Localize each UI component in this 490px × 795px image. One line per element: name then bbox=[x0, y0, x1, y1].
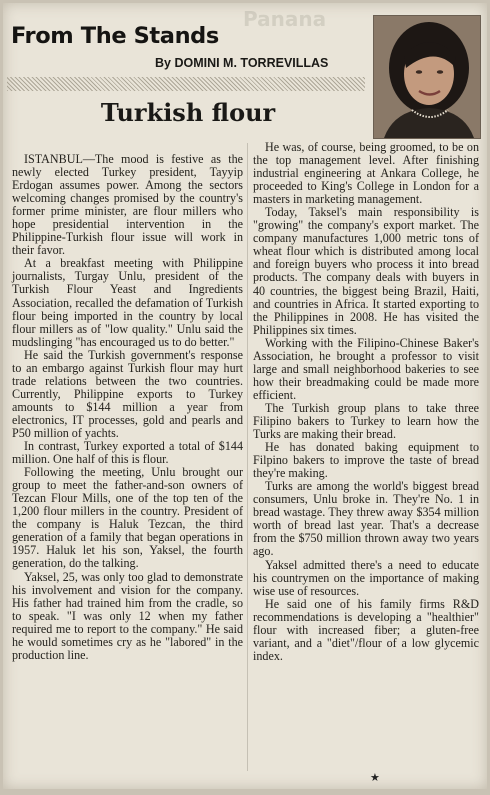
right-article-column bbox=[253, 141, 479, 663]
end-mark-icon: ★ bbox=[370, 771, 380, 784]
article-paragraph: Yaksel, 25, was only too glad to demonstrate his involvement and vision for the company. His father had trained him from the cradle, so to speak. "I was only 12 when my father required me to report to the company." He said he would sometimes cry as he "labored" in the production line. bbox=[12, 569, 243, 662]
article-paragraph: At a breakfast meeting with Philippine journalists, Turgay Unlu, president of the Turkish Flour Yeast and Ingredients Association, recalled the defamation of Turkish flour being imported in the country by local flour millers as of "low quality." Unlu said the mudslinging "has encouraged us to do better." bbox=[12, 256, 243, 349]
article-paragraph: Turks are among the world's biggest bread consumers, Unlu broke in. They're No. 1 in bread wastage. They threw away $354 million worth of bread last year. That's a decrease from the $750 million thrown away two years ago. bbox=[253, 479, 479, 559]
article-paragraph: He said one of his family firms R&D recommendations is developing a "healthier" flour with increased fiber; a gluten-free variant, and a "diet"/flour of a low glycemic index. bbox=[253, 596, 479, 663]
article-paragraph: Today, Taksel's main responsibility is "growing" the company's export market. The company manufactures 1,000 metric tons of wheat flour which is distributed among local and foreign buyers who process it into bread products. The company deals with buyers in 40 countries, the biggest being Brazil, Haiti, and countries in Africa. It started exporting to the Philippines in 2008. He has visited the Philippines six times. bbox=[253, 205, 479, 337]
column-divider bbox=[247, 143, 248, 771]
article-paragraph: ISTANBUL—The mood is festive as the newly elected Turkey president, Tayyip Erdogan assumes power. Among the sectors welcoming changes promised by the country's former prime minister, are flour millers who hope presidential intervention in the Philippine-Turkish flour issue will work in their favor. bbox=[12, 152, 243, 258]
article-paragraph: Following the meeting, Unlu brought our group to meet the father-and-son owners of Tezcan Flour Mills, one of the top ten of the 1,200 flour millers in the country. President of the company is Haluk Tezcan, the third generation of a family that began operations in 1957. Haluk let his son, Yaksel, the fourth generation, do the talking. bbox=[12, 465, 243, 571]
left-article-column bbox=[12, 153, 243, 662]
bleed-through-text: Panana bbox=[243, 7, 327, 31]
article-paragraph: Working with the Filipino-Chinese Baker's Association, he brought a professor to visit large and small neighborhood bakeries to see how their breadmaking could be made more efficient. bbox=[253, 335, 479, 402]
column-section-title: From The Stands bbox=[11, 23, 219, 49]
hatched-rule bbox=[7, 77, 365, 91]
newspaper-clipping bbox=[3, 3, 487, 789]
article-paragraph: In contrast, Turkey exported a total of $144 million. One half of this is flour. bbox=[12, 439, 243, 467]
article-paragraph: The Turkish group plans to take three Filipino bakers to Turkey to learn how the Turks are making their bread. bbox=[253, 400, 479, 442]
article-paragraph: He has donated baking equipment to Filpino bakers to improve the taste of bread they're making. bbox=[253, 440, 479, 481]
headline: Turkish flour bbox=[100, 98, 276, 127]
article-paragraph: He was, of course, being groomed, to be on the top management level. After finishing industrial engineering at Ankara College, he proceeded to King's College in London for a masters in marketing management. bbox=[253, 140, 479, 207]
article-paragraph: He said the Turkish government's response to an embargo against Turkish flour may hurt trade relations between the two countries. Currently, Philippine exports to Turkey amounts to $144 million a year from electronics, IT processes, gold and pearls and P50 million of yachts. bbox=[12, 347, 243, 440]
article-paragraph: Yaksel admitted there's a need to educate his countrymen on the importance of making wise use of resources. bbox=[253, 557, 479, 598]
author-photo bbox=[373, 15, 481, 139]
byline: By DOMINI M. TORREVILLAS bbox=[155, 56, 329, 70]
